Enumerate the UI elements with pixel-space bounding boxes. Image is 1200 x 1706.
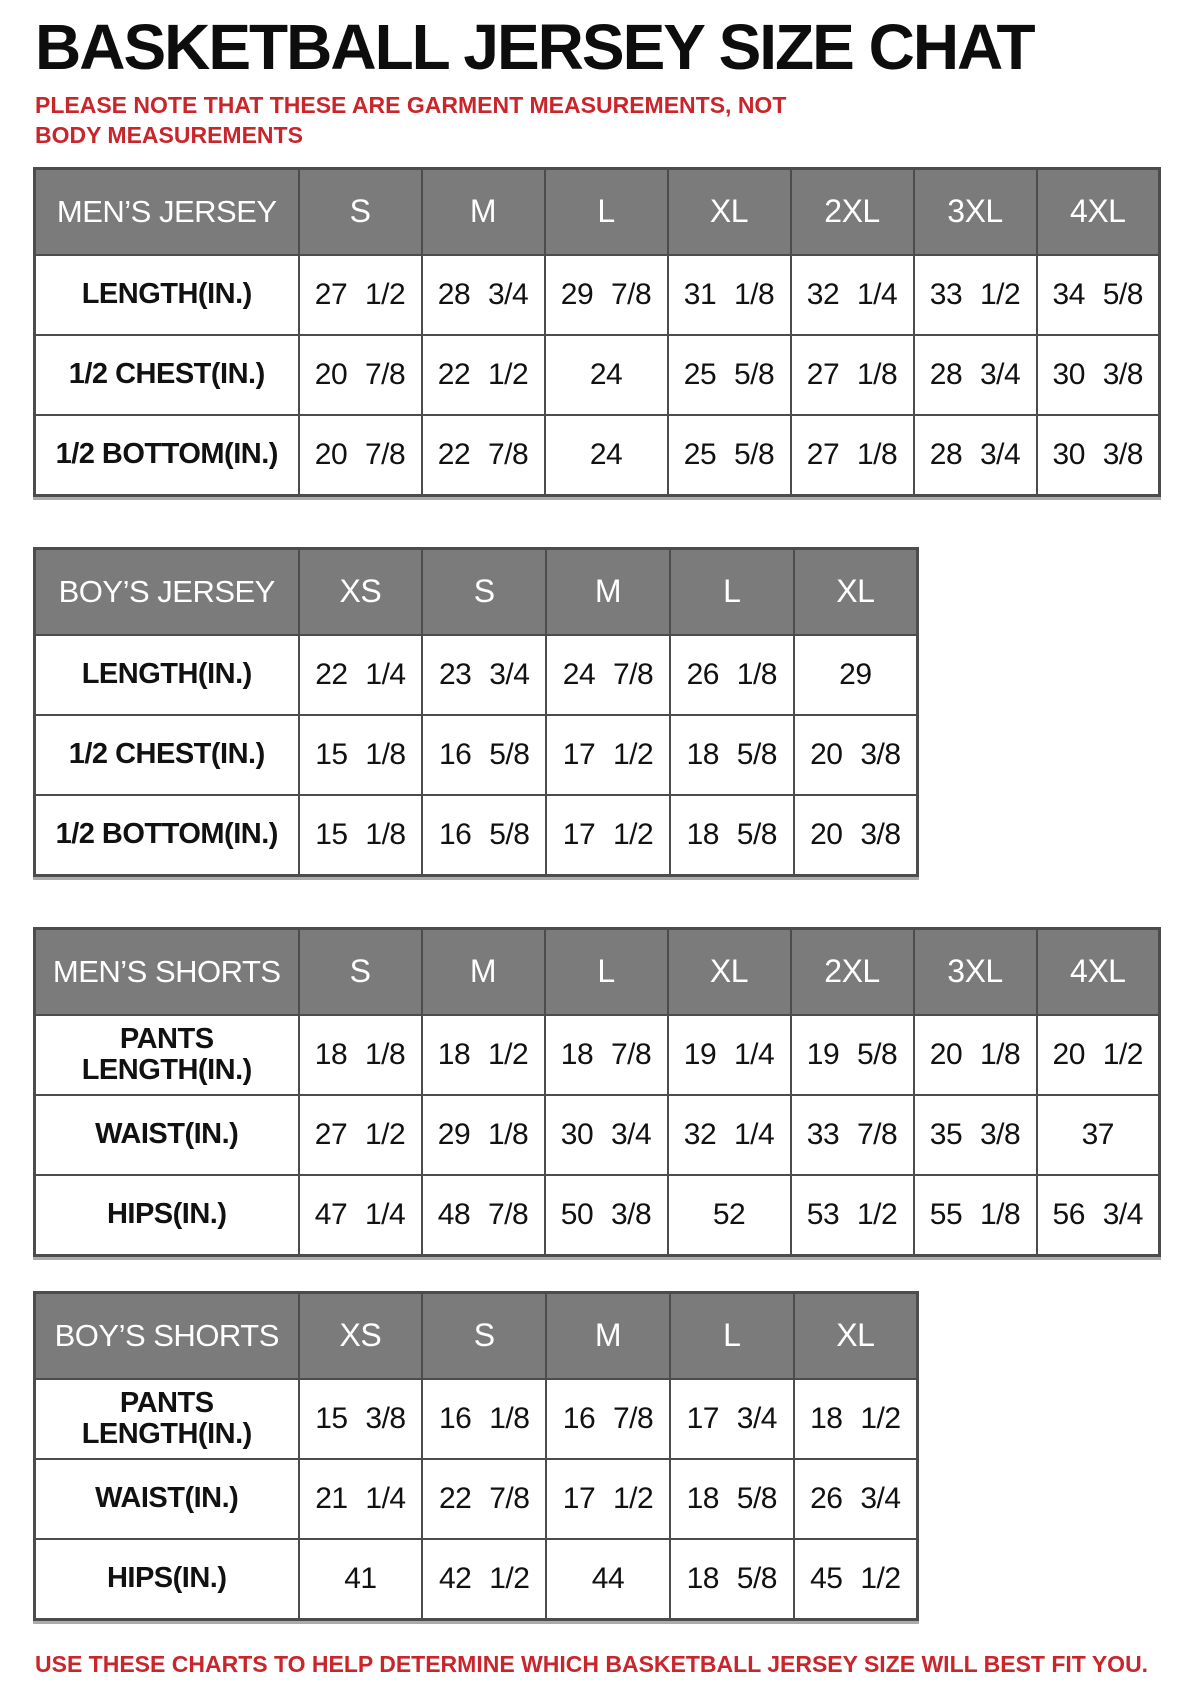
boys-jersey-value-2-3: 18 5/8 — [670, 795, 794, 876]
boys-jersey-value-2-2: 17 1/2 — [546, 795, 670, 876]
mens-shorts-value-1-0: 27 1/2 — [299, 1095, 422, 1175]
garment-measurement-note: PLEASE NOTE THAT THESE ARE GARMENT MEASUREMENTS, NOT BODY MEASUREMENTS — [35, 92, 787, 149]
mens-shorts-value-2-5: 55 1/8 — [914, 1175, 1037, 1256]
boys-shorts-value-0-3: 17 3/4 — [670, 1379, 794, 1459]
boys-shorts-value-0-0: 15 3/8 — [299, 1379, 423, 1459]
mens-shorts-value-0-0: 18 1/8 — [299, 1015, 422, 1095]
mens-jersey-size-header-m: M — [422, 168, 545, 255]
mens-jersey-value-1-6: 30 3/8 — [1037, 335, 1160, 415]
boys-jersey-value-0-4: 29 — [794, 635, 918, 715]
mens-shorts-value-0-2: 18 7/8 — [545, 1015, 668, 1095]
boys-shorts-size-header-m: M — [546, 1292, 670, 1379]
mens-jersey-value-1-1: 22 1/2 — [422, 335, 545, 415]
mens-jersey-value-0-0: 27 1/2 — [299, 255, 422, 335]
mens-shorts-header-row — [35, 928, 1160, 1015]
boys-jersey-row-2 — [35, 795, 918, 876]
boys-jersey-row-0 — [35, 635, 918, 715]
mens-shorts-row-2 — [35, 1175, 1160, 1256]
boys-shorts-size-header-s: S — [422, 1292, 546, 1379]
boys-jersey-row-label-1: 1/2 CHEST(IN.) — [35, 715, 299, 795]
mens-jersey-value-0-4: 32 1/4 — [791, 255, 914, 335]
mens-jersey-row-1 — [35, 335, 1160, 415]
mens-shorts-value-1-6: 37 — [1037, 1095, 1160, 1175]
boys-jersey-value-1-3: 18 5/8 — [670, 715, 794, 795]
mens-shorts-row-0 — [35, 1015, 1160, 1095]
footer-note: USE THESE CHARTS TO HELP DETERMINE WHICH BASKETBALL JERSEY SIZE WILL BEST FIT YOU. — [35, 1650, 1149, 1677]
boys-shorts-value-1-4: 26 3/4 — [794, 1459, 918, 1539]
boys-jersey-row-label-2: 1/2 BOTTOM(IN.) — [35, 795, 299, 876]
boys-jersey-row-label-0: LENGTH(IN.) — [35, 635, 299, 715]
boys-jersey-value-1-1: 16 5/8 — [422, 715, 546, 795]
mens-jersey-size-header-xl: XL — [668, 168, 791, 255]
mens-jersey-size-header-2xl: 2XL — [791, 168, 914, 255]
mens-shorts-value-1-5: 35 3/8 — [914, 1095, 1037, 1175]
boys-shorts-value-1-1: 22 7/8 — [422, 1459, 546, 1539]
mens-shorts-value-1-4: 33 7/8 — [791, 1095, 914, 1175]
mens-jersey-row-label-2: 1/2 BOTTOM(IN.) — [35, 415, 299, 496]
boys-jersey-title-cell: BOY’S JERSEY — [35, 548, 299, 635]
boys-jersey-row-1 — [35, 715, 918, 795]
mens-jersey-value-1-3: 25 5/8 — [668, 335, 791, 415]
boys-shorts-header-row — [35, 1292, 918, 1379]
boys-shorts-value-0-4: 18 1/2 — [794, 1379, 918, 1459]
mens-shorts-value-1-1: 29 1/8 — [422, 1095, 545, 1175]
mens-jersey-value-0-2: 29 7/8 — [545, 255, 668, 335]
mens-jersey-value-1-2: 24 — [545, 335, 668, 415]
boys-shorts-size-header-xs: XS — [299, 1292, 423, 1379]
mens-shorts-value-2-3: 52 — [668, 1175, 791, 1256]
mens-jersey-size-header-3xl: 3XL — [914, 168, 1037, 255]
mens-shorts-size-header-2xl: 2XL — [791, 928, 914, 1015]
boys-shorts-value-0-2: 16 7/8 — [546, 1379, 670, 1459]
boys-shorts-size-header-l: L — [670, 1292, 794, 1379]
boys-jersey-size-header-xl: XL — [794, 548, 918, 635]
mens-shorts-row-label-2: HIPS(IN.) — [35, 1175, 299, 1256]
mens-shorts-size-header-xl: XL — [668, 928, 791, 1015]
mens-shorts-size-header-m: M — [422, 928, 545, 1015]
mens-jersey-value-1-5: 28 3/4 — [914, 335, 1037, 415]
boys-shorts-value-2-0: 41 — [299, 1539, 423, 1620]
mens-jersey-row-label-0: LENGTH(IN.) — [35, 255, 299, 335]
boys-shorts-title-cell: BOY’S SHORTS — [35, 1292, 299, 1379]
boys-shorts-row-0 — [35, 1379, 918, 1459]
mens-shorts-value-2-1: 48 7/8 — [422, 1175, 545, 1256]
page-title: BASKETBALL JERSEY SIZE CHAT — [35, 11, 1034, 83]
mens-shorts-size-header-s: S — [299, 928, 422, 1015]
boys-jersey-value-0-0: 22 1/4 — [299, 635, 423, 715]
boys-jersey-value-1-0: 15 1/8 — [299, 715, 423, 795]
boys-jersey-value-0-3: 26 1/8 — [670, 635, 794, 715]
boys-jersey-value-2-4: 20 3/8 — [794, 795, 918, 876]
mens-jersey-value-2-1: 22 7/8 — [422, 415, 545, 496]
mens-shorts-size-header-4xl: 4XL — [1037, 928, 1160, 1015]
boys-shorts-size-header-xl: XL — [794, 1292, 918, 1379]
boys-jersey-size-header-s: S — [422, 548, 546, 635]
mens-shorts-value-2-2: 50 3/8 — [545, 1175, 668, 1256]
mens-jersey-value-2-6: 30 3/8 — [1037, 415, 1160, 496]
boys-shorts-value-2-2: 44 — [546, 1539, 670, 1620]
mens-shorts-value-0-3: 19 1/4 — [668, 1015, 791, 1095]
mens-shorts-size-header-3xl: 3XL — [914, 928, 1037, 1015]
mens-jersey-value-1-0: 20 7/8 — [299, 335, 422, 415]
size-tables-container — [33, 167, 1200, 1621]
boys-shorts-row-label-2: HIPS(IN.) — [35, 1539, 299, 1620]
mens-shorts-value-0-6: 20 1/2 — [1037, 1015, 1160, 1095]
mens-shorts-size-header-l: L — [545, 928, 668, 1015]
mens-jersey-value-0-1: 28 3/4 — [422, 255, 545, 335]
mens-jersey-row-label-1: 1/2 CHEST(IN.) — [35, 335, 299, 415]
mens-jersey-value-0-6: 34 5/8 — [1037, 255, 1160, 335]
boys-shorts-table — [33, 1291, 919, 1621]
mens-jersey-size-header-4xl: 4XL — [1037, 168, 1160, 255]
mens-shorts-row-label-1: WAIST(IN.) — [35, 1095, 299, 1175]
boys-jersey-size-header-l: L — [670, 548, 794, 635]
mens-jersey-table — [33, 167, 1161, 497]
mens-shorts-row-1 — [35, 1095, 1160, 1175]
mens-shorts-row-label-0: PANTS LENGTH(IN.) — [35, 1015, 299, 1095]
mens-jersey-value-1-4: 27 1/8 — [791, 335, 914, 415]
boys-jersey-value-2-0: 15 1/8 — [299, 795, 423, 876]
boys-jersey-size-header-xs: XS — [299, 548, 423, 635]
mens-jersey-row-0 — [35, 255, 1160, 335]
mens-jersey-value-2-5: 28 3/4 — [914, 415, 1037, 496]
mens-jersey-value-2-2: 24 — [545, 415, 668, 496]
mens-shorts-value-2-0: 47 1/4 — [299, 1175, 422, 1256]
mens-shorts-value-1-3: 32 1/4 — [668, 1095, 791, 1175]
boys-jersey-header-row — [35, 548, 918, 635]
mens-shorts-value-0-5: 20 1/8 — [914, 1015, 1037, 1095]
mens-shorts-value-0-4: 19 5/8 — [791, 1015, 914, 1095]
boys-shorts-value-0-1: 16 1/8 — [422, 1379, 546, 1459]
boys-shorts-value-2-1: 42 1/2 — [422, 1539, 546, 1620]
mens-shorts-value-2-6: 56 3/4 — [1037, 1175, 1160, 1256]
boys-jersey-value-1-4: 20 3/8 — [794, 715, 918, 795]
boys-shorts-row-1 — [35, 1459, 918, 1539]
mens-shorts-title-cell: MEN’S SHORTS — [35, 928, 299, 1015]
mens-jersey-size-header-l: L — [545, 168, 668, 255]
mens-jersey-value-2-0: 20 7/8 — [299, 415, 422, 496]
mens-jersey-size-header-s: S — [299, 168, 422, 255]
boys-shorts-row-2 — [35, 1539, 918, 1620]
boys-jersey-value-0-2: 24 7/8 — [546, 635, 670, 715]
boys-shorts-row-label-1: WAIST(IN.) — [35, 1459, 299, 1539]
boys-shorts-value-1-2: 17 1/2 — [546, 1459, 670, 1539]
boys-shorts-value-2-4: 45 1/2 — [794, 1539, 918, 1620]
boys-jersey-value-1-2: 17 1/2 — [546, 715, 670, 795]
mens-shorts-value-1-2: 30 3/4 — [545, 1095, 668, 1175]
mens-jersey-value-0-3: 31 1/8 — [668, 255, 791, 335]
mens-shorts-table — [33, 927, 1161, 1257]
mens-jersey-value-2-3: 25 5/8 — [668, 415, 791, 496]
boys-shorts-value-1-0: 21 1/4 — [299, 1459, 423, 1539]
mens-jersey-header-row — [35, 168, 1160, 255]
mens-jersey-title-cell: MEN’S JERSEY — [35, 168, 299, 255]
boys-jersey-value-0-1: 23 3/4 — [422, 635, 546, 715]
boys-jersey-table — [33, 547, 919, 877]
boys-shorts-value-1-3: 18 5/8 — [670, 1459, 794, 1539]
boys-shorts-value-2-3: 18 5/8 — [670, 1539, 794, 1620]
boys-jersey-value-2-1: 16 5/8 — [422, 795, 546, 876]
mens-jersey-value-0-5: 33 1/2 — [914, 255, 1037, 335]
mens-jersey-row-2 — [35, 415, 1160, 496]
mens-shorts-value-2-4: 53 1/2 — [791, 1175, 914, 1256]
mens-shorts-value-0-1: 18 1/2 — [422, 1015, 545, 1095]
boys-shorts-row-label-0: PANTS LENGTH(IN.) — [35, 1379, 299, 1459]
boys-jersey-size-header-m: M — [546, 548, 670, 635]
mens-jersey-value-2-4: 27 1/8 — [791, 415, 914, 496]
